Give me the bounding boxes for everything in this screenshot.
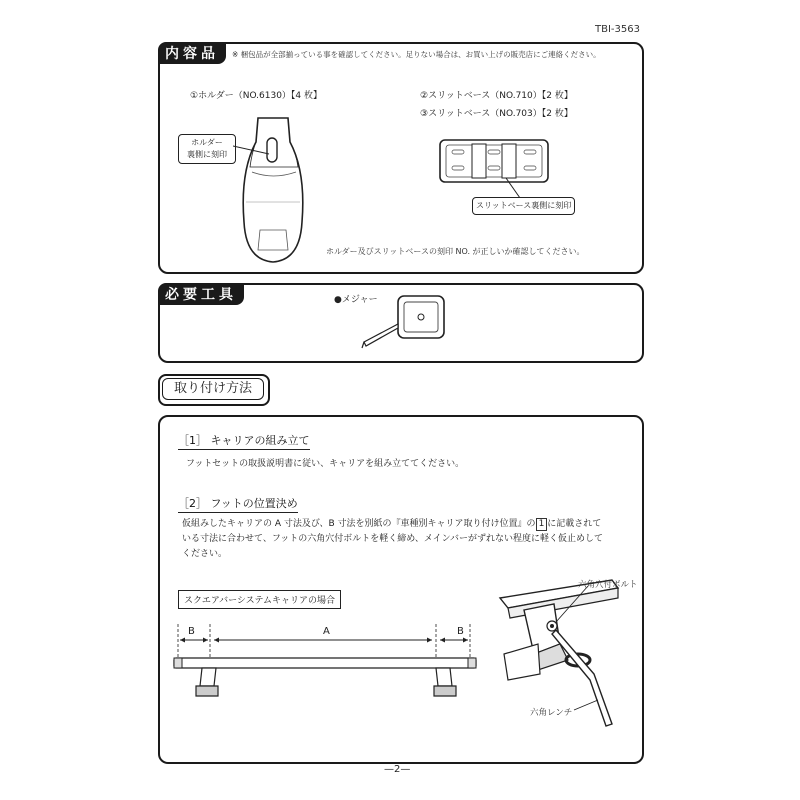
holder-callout-line1: ホルダー <box>191 138 223 147</box>
dimension-a-label: A <box>323 626 330 637</box>
step2-body-line3: ください。 <box>182 549 228 559</box>
install-title: 取り付け方法 <box>162 378 264 400</box>
slit-base-engraving-callout: スリットベース裏側に刻印 <box>472 197 575 215</box>
dimension-b-left-label: B <box>188 626 195 637</box>
contents-tab: 内容品 <box>158 42 226 64</box>
step2-body-line1a: 仮組みしたキャリアの A 寸法及び、B 寸法を別紙の『車種別キャリア取り付け位置』の <box>182 519 536 529</box>
engraving-confirm-note: ホルダー及びスリットベースの刻印 NO. が正しいか確認してください。 <box>326 247 585 256</box>
step2-ref-box: 1 <box>536 518 548 531</box>
holder-callout-pointer <box>233 140 273 160</box>
holder-callout-line2: 裏側に刻印 <box>187 150 227 159</box>
item-slit-base-710-label: ②スリットベース（NO.710）【2 枚】 <box>420 91 573 101</box>
item-holder-label: ①ホルダー（NO.6130）【4 枚】 <box>190 91 323 101</box>
tools-tab: 必要工具 <box>158 283 244 305</box>
page-number: —2— <box>384 764 411 775</box>
square-bar-caption: スクエアバーシステムキャリアの場合 <box>178 590 341 609</box>
hex-wrench-label: 六角レンチ <box>530 708 573 718</box>
step2-body <box>182 517 603 562</box>
step1-heading: ［1］ キャリアの組み立て <box>178 432 310 450</box>
tape-measure-icon <box>360 288 450 354</box>
holder-engraving-callout <box>178 134 236 164</box>
step2-body-line1b: に記載されて <box>547 519 602 529</box>
item-slit-base-703-label: ③スリットベース（NO.703）【2 枚】 <box>420 109 573 119</box>
step1-body: フットセットの取扱説明書に従い、キャリアを組み立ててください。 <box>186 459 465 469</box>
slit-base-illustration <box>438 138 550 184</box>
document-code: TBI-3563 <box>595 24 640 35</box>
step2-heading: ［2］ フットの位置決め <box>178 495 298 513</box>
tool-tape-measure-label: ●メジャー <box>334 295 378 305</box>
hex-bolt-label: 六角穴付ボルト <box>578 580 638 590</box>
holder-illustration <box>236 112 310 268</box>
step2-body-line2: いる寸法に合わせて、フットの六角穴付ボルトを軽く締め、メインバーがずれない程度に軽く仮止めして <box>182 534 604 544</box>
contents-note: ※ 梱包品が全部揃っている事を確認してください。足りない場合は、お買い上げの販売店にご連絡ください。 <box>232 50 601 59</box>
dimension-b-right-label: B <box>457 626 464 637</box>
